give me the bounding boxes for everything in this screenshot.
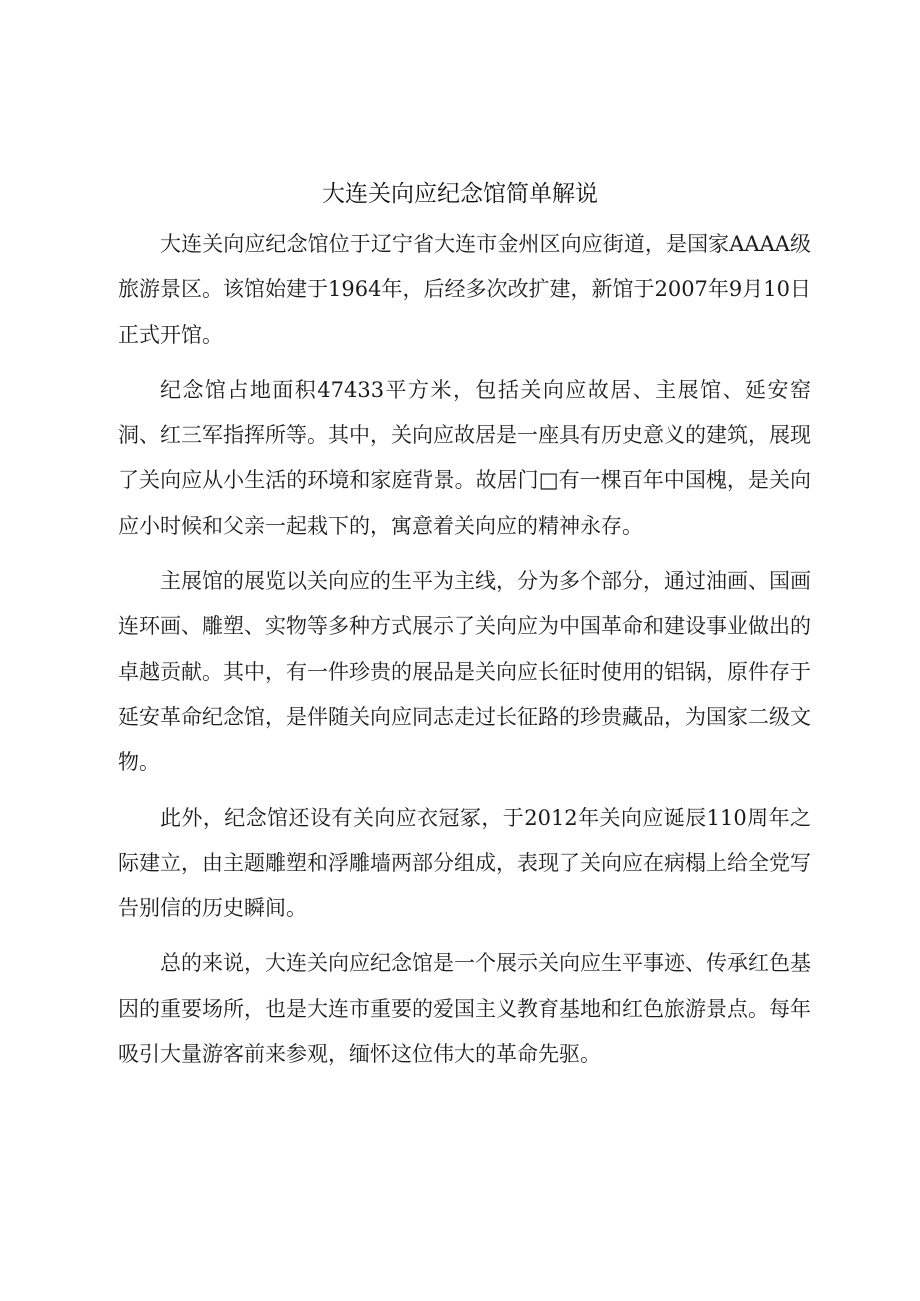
- paragraph-cenotaph: 此外，纪念馆还设有关向应衣冠冢，于2012年关向应诞辰110周年之际建立，由主题雕塑和浮雕墙两部分组成，表现了关向应在病榻上给全党写告别信的历史瞬间。: [118, 805, 811, 921]
- document-body: [118, 222, 811, 1087]
- document-title: 大连关向应纪念馆简单解说: [322, 181, 598, 207]
- paragraph-layout: 纪念馆占地面积47433平方米，包括关向应故居、主展馆、延安窑洞、红三军指挥所等。其中，关向应故居是一座具有历史意义的建筑，展现了关向应从小生活的环境和家庭背景。故居门□有一棵百年中国槐，是关向应小时候和父亲一起栽下的，寓意着关向应的精神永存。: [118, 377, 811, 538]
- paragraph-main-hall: 主展馆的展览以关向应的生平为主线，分为多个部分，通过油画、国画连环画、雕塑、实物等多种方式展示了关向应为中国革命和建设事业做出的卓越贡献。其中，有一件珍贵的展品是关向应长征时使用的铝锅，原件存于延安革命纪念馆，是伴随关向应同志走过长征路的珍贵藏品，为国家二级文物。: [118, 569, 811, 775]
- paragraph-summary: 总的来说，大连关向应纪念馆是一个展示关向应生平事迹、传承红色基因的重要场所，也是大连市重要的爱国主义教育基地和红色旅游景点。每年吸引大量游客前来参观，缅怀这位伟大的革命先驱。: [118, 951, 811, 1067]
- paragraph-intro: 大连关向应纪念馆位于辽宁省大连市金州区向应街道，是国家AAAA级旅游景区。该馆始建于1964年，后经多次改扩建，新馆于2007年9月10日正式开馆。: [118, 232, 811, 347]
